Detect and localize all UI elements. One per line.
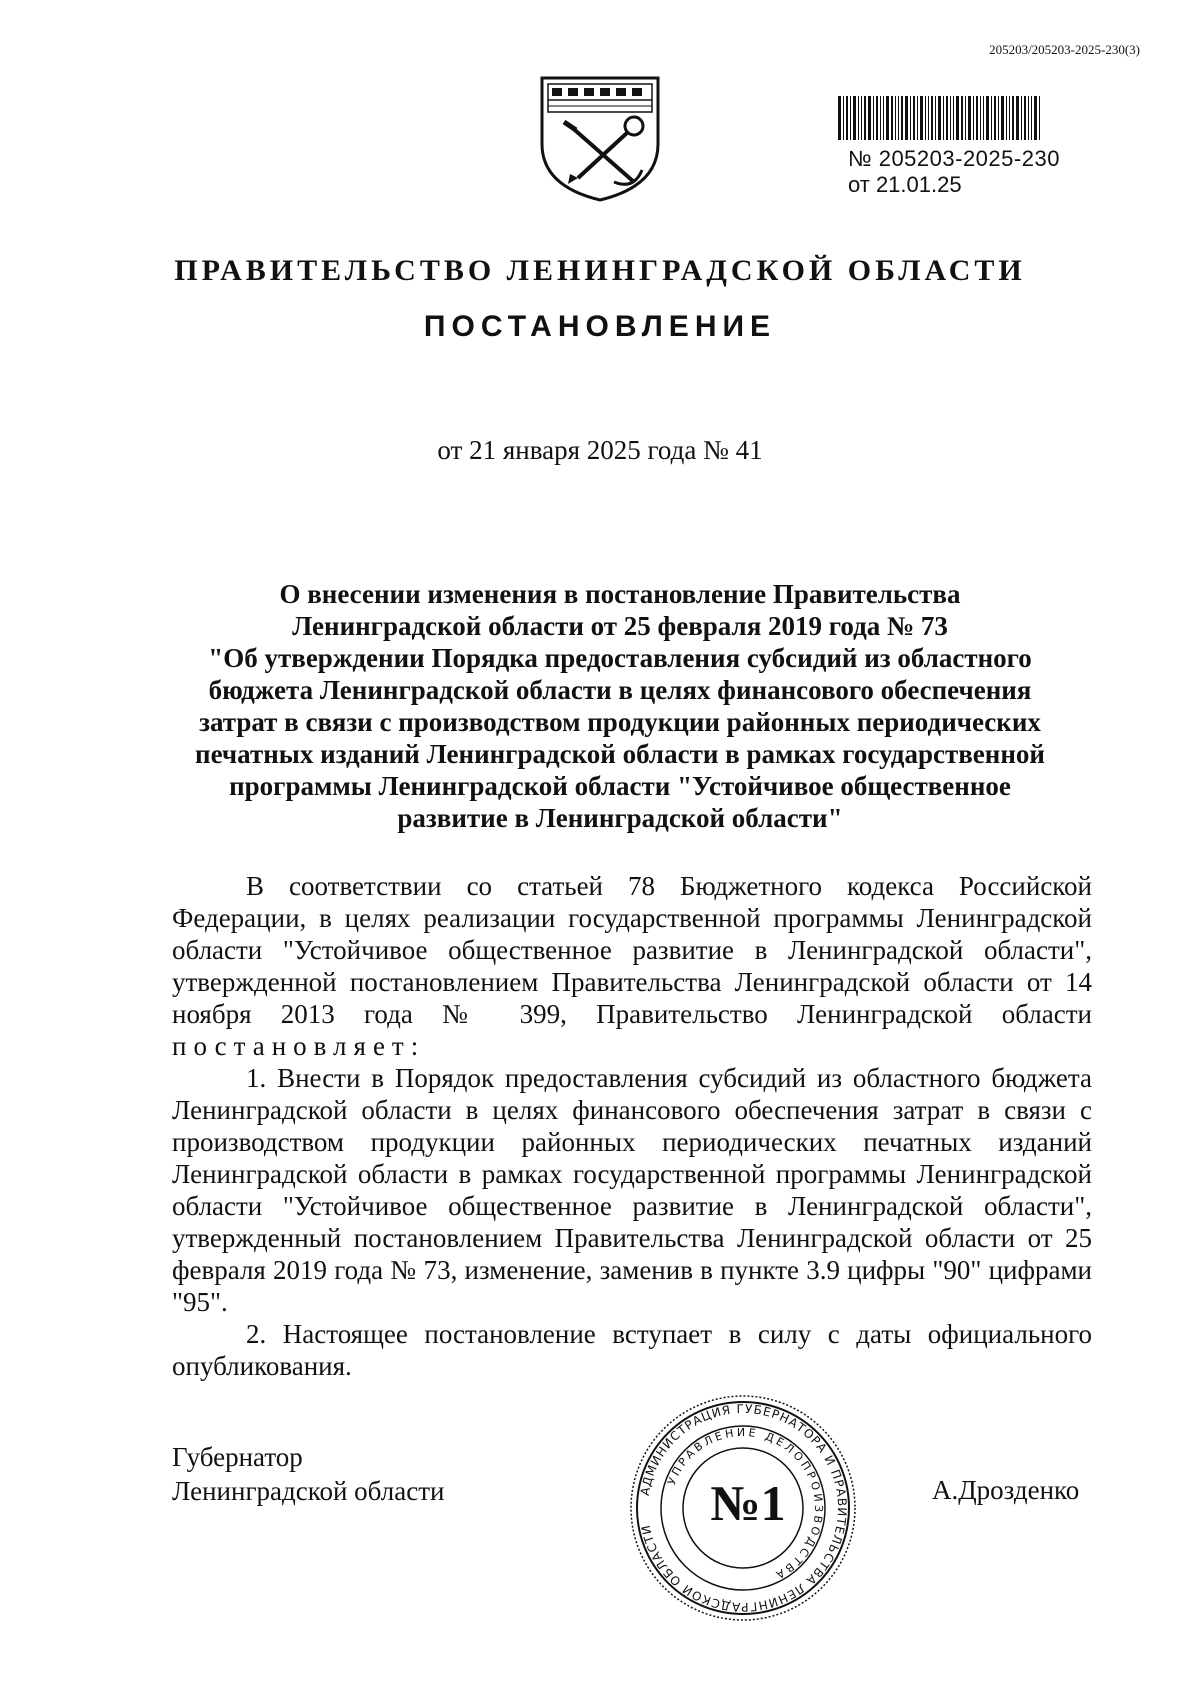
document-title xyxy=(170,578,1070,834)
title-line: программы Ленинградской области "Устойчивое общественное xyxy=(229,771,1011,801)
title-line: затрат в связи с производством продукции районных периодических xyxy=(199,707,1041,737)
document-date: от 21 января 2025 года № 41 xyxy=(437,435,763,465)
registration-number: № 205203-2025-230 xyxy=(848,146,1060,171)
title-line: бюджета Ленинградской области в целях финансового обеспечения xyxy=(208,675,1032,705)
position-line-1: Губернатор xyxy=(172,1442,303,1472)
title-line: развитие в Ленинградской области" xyxy=(397,803,843,833)
resolves-word: постановляет: xyxy=(172,1031,426,1061)
clause-2: 2. Настоящее постановление вступает в силу с даты официального опубликования. xyxy=(172,1319,1092,1381)
title-line: печатных изданий Ленинградской области в рамках государственной xyxy=(195,739,1045,769)
barcode xyxy=(838,96,1086,140)
seal-number: №1 xyxy=(710,1475,786,1531)
signatory-position xyxy=(172,1440,444,1508)
reference-code: 205203/205203-2025-230(3) xyxy=(989,42,1140,57)
signatory-name: А.Дрозденко xyxy=(932,1475,1080,1505)
preamble-paragraph xyxy=(172,870,1092,1062)
title-line: О внесении изменения в постановление Правительства xyxy=(279,579,961,609)
coat-of-arms-icon xyxy=(538,74,662,204)
title-line: "Об утверждении Порядка предоставления субсидий из областного xyxy=(208,643,1032,673)
clause-1: 1. Внести в Порядок предоставления субсидий из областного бюджета Ленинградской области в целях финансового обеспечения затрат в связи с производством продукции районных периодических печатных изданий Ленинградской области в рамках государственной программы Ленинградской области "Устойчивое общественное развитие в Ленинградской области", утвержденный постановлением Правительства Ленинградской области от 25 февраля 2019 года № 73, изменение, заменив в пункте 3.9 цифры "90" цифрами "95". xyxy=(172,1063,1092,1317)
preamble-text: В соответствии со статьей 78 Бюджетного кодекса Российской Федерации, в целях реализации государственной программы Ленинградской области "Устойчивое общественное развитие в Ленинградской области", утвержденной постановлением Правительства Ленинградской области от 14 ноября 2013 года № 399, Правительство Ленинградской области xyxy=(172,871,1092,1029)
position-line-2: Ленинградской области xyxy=(172,1476,445,1506)
registration-date: от 21.01.25 xyxy=(848,172,962,197)
seal-inner-text: УПРАВЛЕНИЕ ДЕЛОПРОИЗВОДСТВА xyxy=(665,1425,826,1583)
government-title: ПРАВИТЕЛЬСТВО ЛЕНИНГРАДСКОЙ ОБЛАСТИ xyxy=(174,254,1026,287)
document-body xyxy=(172,870,1092,1382)
seal-outer-text: АДМИНИСТРАЦИЯ ГУБЕРНАТОРА И ПРАВИТЕЛЬСТВА ЛЕНИНГРАДСКОЙ ОБЛАСТИ xyxy=(637,1401,850,1615)
title-line: Ленинградской области от 25 февраля 2019 года № 73 xyxy=(292,611,948,641)
document-type: ПОСТАНОВЛЕНИЕ xyxy=(423,310,777,343)
